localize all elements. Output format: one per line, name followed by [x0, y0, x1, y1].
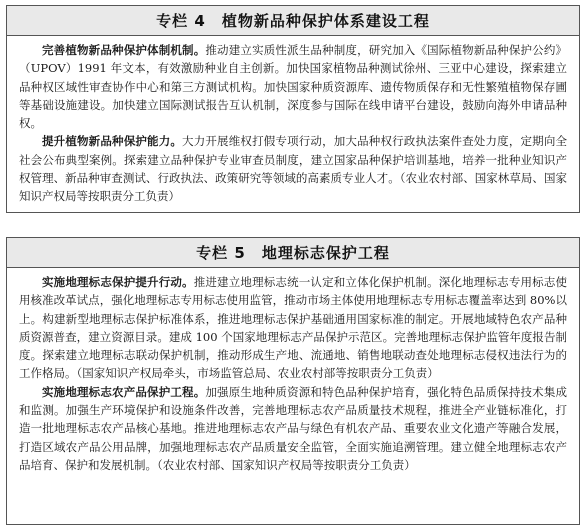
box5-paragraph-2-text: 加强原生地种质资源和特色品种保护培育，强化特色品质保持技术集成和监测。加强生产环境保护和设施条件改善，完善地理标志农产品质量技术规程，推进全产业链标准化，打造一批地理标志农产品核心基地。推进地理标志农产品与绿色有机农产品、重要农业文化遗产等融合发展，打造区域农产品公用品牌，加强地理标志农产品质量安全监管，全面实施追溯管理。建立健全地理标志农产品培育、保护和发展机制。（农业农村部、国家知识产权局等按职责分工负责） [19, 384, 568, 472]
box5-paragraph-1 [19, 273, 567, 383]
column-box-4-header [7, 6, 579, 36]
box4-paragraph-1-lead: 完善植物新品种保护体制机制。 [42, 43, 206, 57]
column-box-4-body [7, 36, 579, 206]
box4-paragraph-1 [19, 41, 567, 132]
column-box-5-title: 专栏 5 地理标志保护工程 [196, 244, 390, 262]
box4-paragraph-2 [19, 132, 567, 205]
column-box-5 [6, 237, 580, 525]
box4-paragraph-2-text: 大力开展维权打假专项行动，加大品种权行政执法案件查处力度，定期向全社会公布典型案例。探索建立品种保护专业审查员制度，建立国家品种保护培训基地，培养一批种业知识产权管理、新品种审查测试、行政执法、政策研究等领域的高素质专业人才。（农业农村部、国家林草局、国家知识产权局等按职责分工负责） [19, 134, 567, 204]
box5-paragraph-1-lead: 实施地理标志保护提升行动。 [42, 275, 194, 289]
column-box-5-body [7, 268, 579, 474]
column-box-4 [6, 5, 580, 213]
box4-paragraph-2-lead: 提升植物新品种保护能力。 [42, 134, 183, 149]
box4-paragraph-1-text: 推动建立实质性派生品种制度，研究加入《国际植物新品种保护公约》（UPOV）1991 年文本，有效激励种业自主创新。加快国家植物品种测试徐州、三亚中心建设，探索建立品种权区域性审查协作中心和第三方测试机构。加快国家种质资源库、遗传物质保存和无性繁殖植物保存圃等基础设施建设。加快建立国际测试报告互认机制，深度参与国际在线申请平台建设，鼓励向海外申请品种权。 [19, 43, 568, 131]
box5-paragraph-2-lead: 实施地理标志农产品保护工程。 [42, 384, 206, 399]
column-box-5-header [7, 238, 579, 268]
box5-paragraph-1-text: 推进建立地理标志统一认定和立体化保护机制。深化地理标志专用标志使用核准改革试点，强化地理标志专用标志使用监管，推动市场主体使用地理标志专用标志覆盖率达到 80%以上。构建新型地理标志保护标准体系，推进地理标志保护基础通用国家标准的制定。开展地域特色农产品种质资源普查，建立资源目录。建成 100 个国家地理标志产品保护示范区。完善地理标志保护监管年度报告制度。探索建立地理标志联动保护机制，推动形成生产地、流通地、销售地联动查处地理标志侵权违法行为的工作格局。（国家知识产权局牵头，市场监管总局、农业农村部等按职责分工负责） [19, 275, 567, 381]
box5-paragraph-2 [19, 383, 567, 474]
column-box-4-title: 专栏 4 植物新品种保护体系建设工程 [156, 12, 430, 30]
